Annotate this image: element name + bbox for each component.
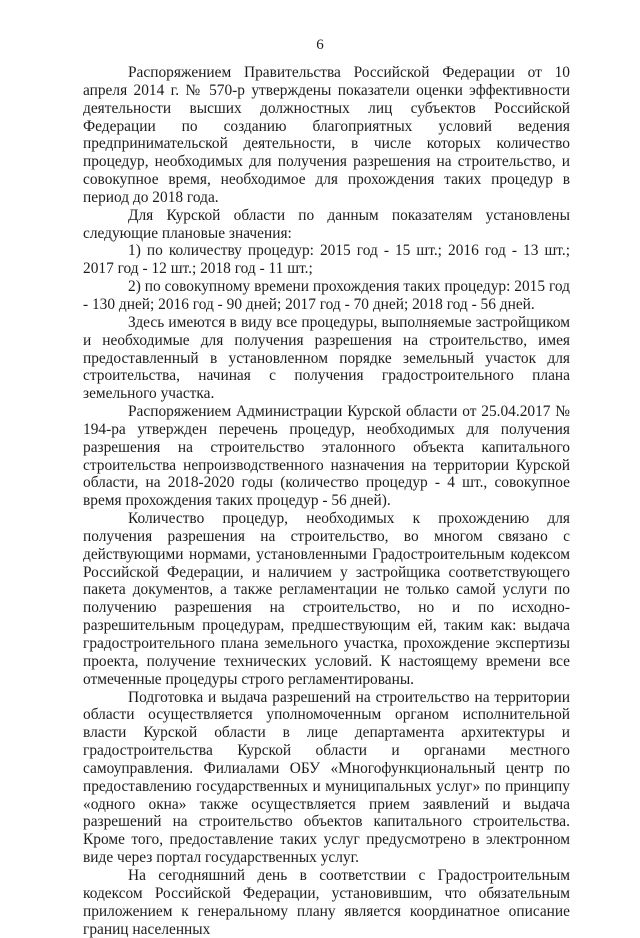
- paragraph: На сегодняшний день в соответствии с Градостроительным кодексом Российской Федерации, установившим, что обязательным приложением к генеральному плану является координатное описание границ населенных: [83, 866, 570, 938]
- paragraph: Здесь имеются в виду все процедуры, выполняемые застройщиком и необходимые для получения разрешения на строительство, имея предоставленный в установленном порядке земельный участок для строительства, начиная с получения градостроительного плана земельного участка.: [83, 313, 570, 403]
- paragraph: Распоряжением Правительства Российской Федерации от 10 апреля 2014 г. № 570-р утверждены показатели оценки эффективности деятельности высших должностных лиц субъектов Российской Федерации по созданию благоприятных условий ведения предпринимательской деятельности, в числе которых количество процедур, необходимых для получения разрешения на строительство, и совокупное время, необходимое для прохождения таких процедур в период до 2018 года.: [83, 64, 570, 206]
- document-body: [83, 64, 570, 938]
- paragraph: Подготовка и выдача разрешений на строительство на территории области осуществляется уполномоченным органом исполнительной власти Курской области в лице департамента архитектуры и градостроительства Курской области и органами местного самоуправления. Филиалами ОБУ «Многофункциональный центр по предоставлению государственных и муниципальных услуг» по принципу «одного окна» также осуществляется прием заявлений и выдача разрешений на строительство объектов капитального строительства. Кроме того, предоставление таких услуг предусмотрено в электронном виде через портал государственных услуг.: [83, 688, 570, 867]
- paragraph: Распоряжением Администрации Курской области от 25.04.2017 № 194-ра утвержден перечень процедур, необходимых для получения разрешения на строительство эталонного объекта капитального строительства непроизводственного назначения на территории Курской области, на 2018-2020 годы (количество процедур - 4 шт., совокупное время прохождения таких процедур - 56 дней).: [83, 403, 570, 510]
- page-number: 6: [316, 37, 324, 53]
- paragraph: Для Курской области по данным показателям установлены следующие плановые значения:: [83, 206, 570, 242]
- list-item: 2) по совокупному времени прохождения таких процедур: 2015 год - 130 дней; 2016 год - 90 дней; 2017 год - 70 дней; 2018 год - 56 дней.: [83, 278, 570, 313]
- list-item: 1) по количеству процедур: 2015 год - 15 шт.; 2016 год - 13 шт.; 2017 год - 12 шт.; 2018 год - 11 шт.;: [83, 242, 570, 278]
- paragraph: Количество процедур, необходимых к прохождению для получения разрешения на строительство, во многом связано с действующими нормами, установленными Градостроительным кодексом Российской Федерации, и наличием у застройщика соответствующего пакета документов, а также регламентации не только самой услуги по получению разрешения на строительство, но и по исходно-разрешительным процедурам, предшествующим ей, таким как: выдача градостроительного плана земельного участка, прохождение экспертизы проекта, получение технических условий. К настоящему времени все отмеченные процедуры строго регламентированы.: [83, 510, 570, 688]
